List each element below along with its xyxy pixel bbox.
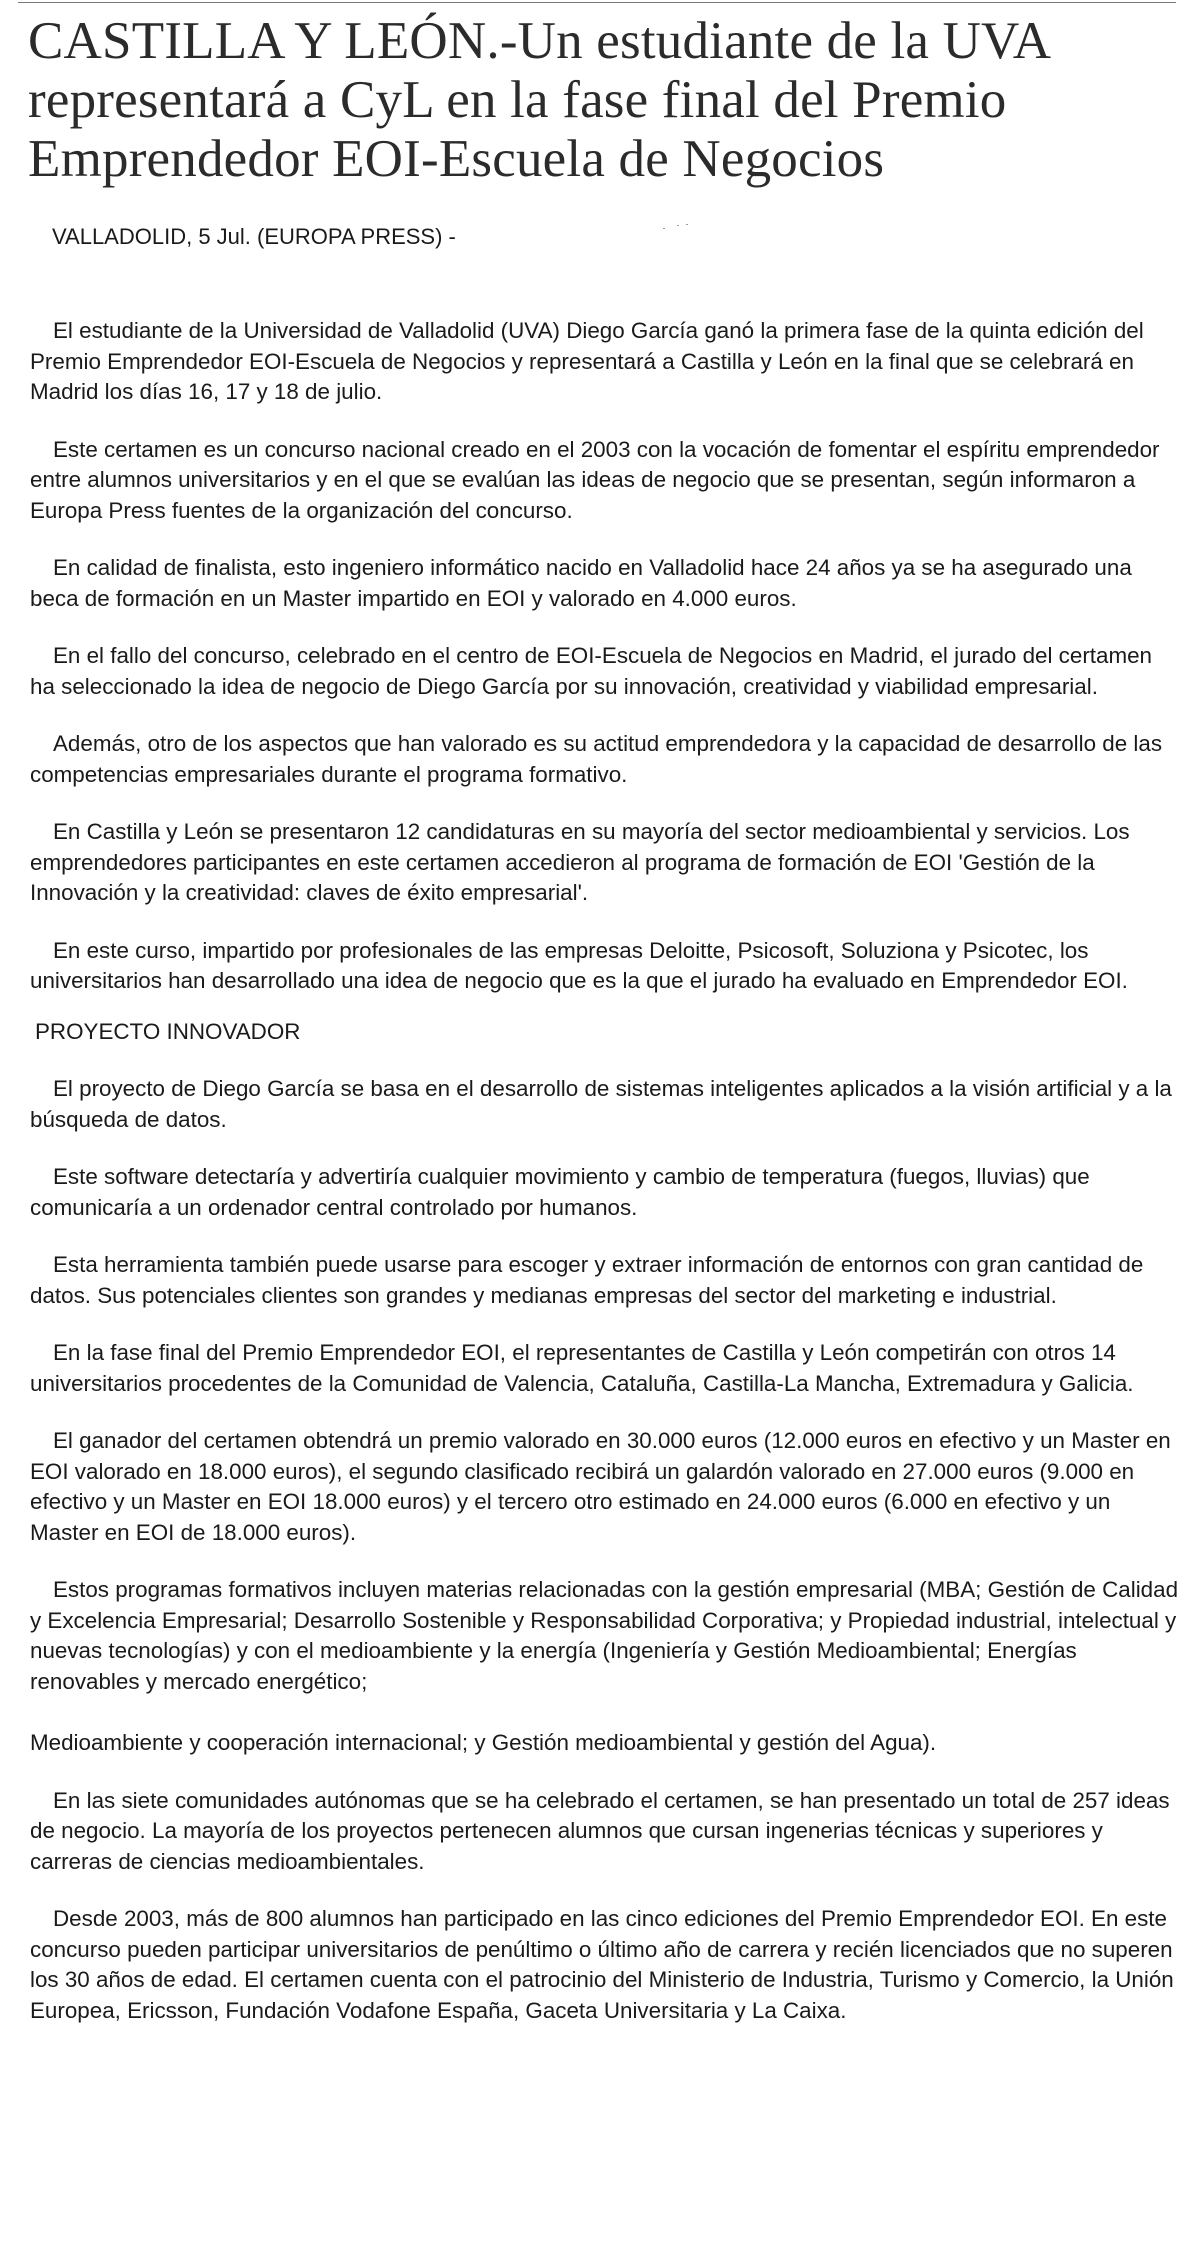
paragraph: Este software detectaría y advertiría cualquier movimiento y cambio de temperatura (fuegos, lluvias) que comunicaría a un ordenador central controlado por humanos. [30,1164,1090,1220]
paragraph: Estos programas formativos incluyen materias relacionadas con la gestión empresarial (MBA; Gestión de Calidad y Excelencia Empresarial; Desarrollo Sostenible y Responsabilidad Corporativa; y Propiedad industrial, intelectual y nuevas tecnologías) y con el medioambiente y la energía (Ingeniería y Gestión Medioambiental; Energías renovables y mercado energético; [30,1577,1179,1694]
paragraph: El ganador del certamen obtendrá un premio valorado en 30.000 euros (12.000 euros en efectivo y un Master en EOI valorado en 18.000 euros), el segundo clasificado recibirá un galardón valorado en 27.000 euros (9.000 en efectivo y un Master en EOI 18.000 euros) y el tercero otro estimado en 24.000 euros (6.000 en efectivo y un Master en EOI de 18.000 euros). [30,1428,1171,1545]
paragraph: En la fase final del Premio Emprendedor EOI, el representantes de Castilla y León competirán con otros 14 universitarios procedentes de la Comunidad de Valencia, Cataluña, Castilla-La Mancha, Extremadura y Galicia. [30,1340,1134,1396]
paragraph: Además, otro de los aspectos que han valorado es su actitud emprendedora y la capacidad de desarrollo de las competencias empresariales durante el programa formativo. [30,731,1163,787]
section-subheading: PROYECTO INNOVADOR [35,1018,301,1044]
article-body [30,316,1180,2053]
paragraph: El proyecto de Diego García se basa en el desarrollo de sistemas inteligentes aplicados a la visión artificial y a la búsqueda de datos. [30,1076,1172,1132]
paragraph: En este curso, impartido por profesionales de las empresas Deloitte, Psicosoft, Soluziona y Psicotec, los universitarios han desarrollado una idea de negocio que es la que el jurado ha evaluado en Emprendedor EOI. [30,937,1128,993]
paragraph: En Castilla y León se presentaron 12 candidaturas en su mayoría del sector medioambiental y servicios. Los emprendedores participantes en este certamen accedieron al programa de formación de EOI 'Gestión de la Innovación y la creatividad: claves de éxito empresarial'. [30,819,1130,905]
headline: CASTILLA Y LEÓN.-Un estudiante de la UVA representará a CyL en la fase final del Premio Emprendedor EOI-Escuela de Negocios [28,12,1049,188]
dateline: VALLADOLID, 5 Jul. (EUROPA PRESS) - [52,224,456,249]
paragraph: En el fallo del concurso, celebrado en el centro de EOI-Escuela de Negocios en Madrid, el jurado del certamen ha seleccionado la idea de negocio de Diego García por su innovación, creatividad y viabilidad empresarial. [30,643,1153,699]
paragraph: En las siete comunidades autónomas que se ha celebrado el certamen, se han presentado un total de 257 ideas de negocio. La mayoría de los proyectos pertenecen alumnos que cursan ingenerias técnicas y superiores y carreras de ciencias medioambientales. [30,1787,1170,1874]
paragraph: Este certamen es un concurso nacional creado en el 2003 con la vocación de fomentar el espíritu emprendedor entre alumnos universitarios y en el que se evalúan las ideas de negocio que se presentan, según informaron a Europa Press fuentes de la organización del concurso. [30,436,1160,523]
paragraph-continuation: Medioambiente y cooperación internacional; y Gestión medioambiental y gestión del Agua). [30,1730,937,1755]
paragraph: Esta herramienta también puede usarse para escoger y extraer información de entornos con gran cantidad de datos. Sus potenciales clientes son grandes y medianas empresas del sector del marketing e industrial. [30,1252,1144,1308]
scan-speck [663,224,689,230]
paragraph: En calidad de finalista, esto ingeniero informático nacido en Valladolid hace 24 años ya se ha asegurado una beca de formación en un Master impartido en EOI y valorado en 4.000 euros. [30,555,1132,611]
paragraph: Desde 2003, más de 800 alumnos han participado en las cinco ediciones del Premio Emprendedor EOI. En este concurso pueden participar universitarios de penúltimo o último año de carrera y recién licenciados que no superen los 30 años de edad. El certamen cuenta con el patrocinio del Ministerio de Industria, Turismo y Comercio, la Unión Europea, Ericsson, Fundación Vodafone España, Gaceta Universitaria y La Caixa. [30,1906,1174,2023]
paragraph: El estudiante de la Universidad de Valladolid (UVA) Diego García ganó la primera fase de la quinta edición del Premio Emprendedor EOI-Escuela de Negocios y representará a Castilla y León en la final que se celebrará en Madrid los días 16, 17 y 18 de julio. [30,318,1144,404]
top-rule [18,2,1176,3]
